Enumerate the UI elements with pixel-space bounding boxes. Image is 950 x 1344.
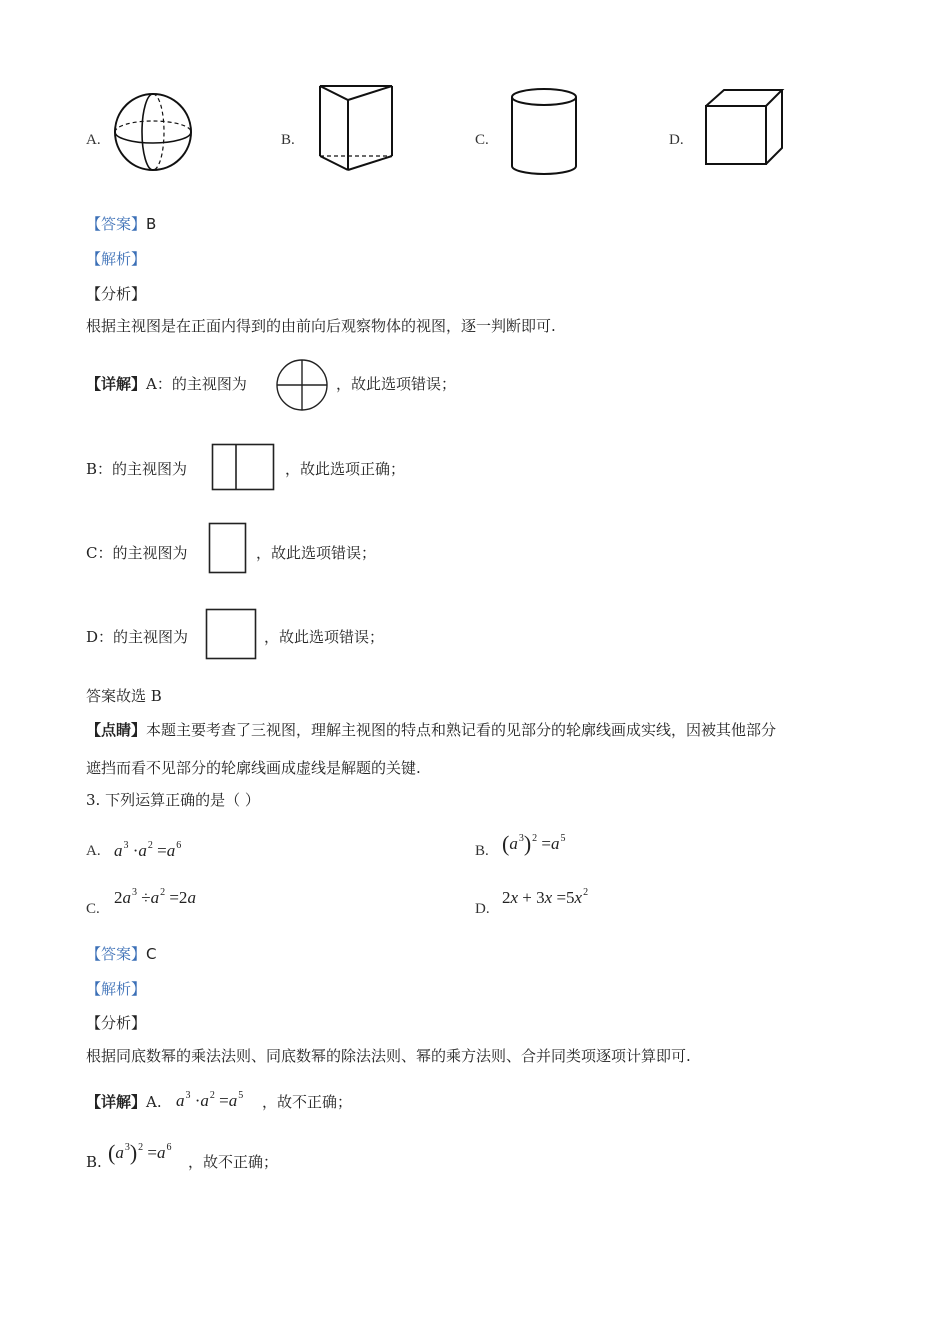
- q3-option-a-formula: $a^3 \cdot a^2 =a^6$: [114, 840, 182, 860]
- square-front-view-icon: [205, 608, 257, 660]
- q3-answer-line: [86, 944, 157, 964]
- q3-option-d-formula: $2x + 3x =5x^2$: [502, 887, 589, 907]
- q3-detail-tag: 【详解】: [86, 1093, 147, 1111]
- q3-answer-value: C: [146, 945, 157, 963]
- tall-rectangle-front-view-icon: [208, 522, 248, 574]
- detail-a-suffix: ，故此选项错误；: [336, 375, 457, 393]
- detail-c-prefix: C：的主视图为: [86, 544, 188, 562]
- q3-stem: 3. 下列运算正确的是（ ）: [86, 791, 260, 809]
- conclusion: 答案故选 B: [86, 687, 162, 705]
- q3-option-b-formula: $(a^3)^2 =a^5$: [502, 831, 566, 856]
- q3-answer-tag: 【答案】: [86, 945, 147, 963]
- dianjing-line-1: [86, 720, 776, 740]
- fenxi-text: 根据主视图是在正面内得到的由前向后观察物体的视图，逐一判断即可.: [86, 317, 556, 335]
- q3-option-a-label: A.: [86, 843, 101, 859]
- detail-a-line: [86, 374, 247, 394]
- detail-d-prefix: D：的主视图为: [86, 628, 189, 646]
- option-a-label: A.: [86, 132, 101, 148]
- q3-detail-b-suffix: ，故不正确；: [188, 1153, 279, 1171]
- option-c-label: C.: [475, 132, 489, 148]
- detail-tag: 【详解】: [86, 375, 147, 393]
- q3-detail-a-suffix: ，故不正确；: [262, 1093, 353, 1111]
- answer-tag: 【答案】: [86, 215, 147, 233]
- dianjing-tag: 【点睛】: [86, 721, 147, 739]
- dianjing-text-1: 本题主要考查了三视图，理解主视图的特点和熟记看的见部分的轮廓线画成实线，因被其他部分: [146, 721, 777, 739]
- q2-answer-line: [86, 214, 156, 234]
- q3-detail-a-line: [86, 1092, 162, 1112]
- q3-fenxi-tag: 【分析】: [86, 1014, 147, 1032]
- triangular-prism-icon: [316, 84, 396, 174]
- detail-d-suffix: ，故此选项错误；: [264, 628, 385, 646]
- fenxi-tag: 【分析】: [86, 285, 147, 303]
- rectangle-split-front-view-icon: [211, 443, 275, 491]
- q3-fenxi-text: 根据同底数幂的乘法法则、同底数幂的除法法则、幂的乘方法则、合并同类项逐项计算即可.: [86, 1047, 691, 1065]
- option-d-label: D.: [669, 132, 684, 148]
- sphere-icon: [110, 92, 200, 174]
- q3-analysis-tag: 【解析】: [86, 980, 147, 998]
- q3-detail-b-formula: $(a^3)^2 =a^6$: [108, 1140, 172, 1165]
- analysis-tag: 【解析】: [86, 250, 147, 268]
- cube-icon: [702, 86, 786, 168]
- dianjing-line-2: 遮挡而看不见部分的轮廓线画成虚线是解题的关键.: [86, 759, 421, 777]
- q3-option-d-label: D.: [475, 901, 490, 917]
- detail-c-suffix: ，故此选项错误；: [256, 544, 377, 562]
- q3-option-c-label: C.: [86, 901, 100, 917]
- cylinder-icon: [508, 86, 580, 178]
- q3-detail-b-label: B.: [86, 1153, 102, 1171]
- option-b-label: B.: [281, 132, 295, 148]
- q3-detail-a-label: A.: [146, 1093, 162, 1111]
- q3-detail-a-formula: $a^3 \cdot a^2 =a^5$: [176, 1090, 244, 1110]
- detail-a-prefix: A：的主视图为: [146, 375, 247, 393]
- q3-option-c-formula: $2a^3 \div a^2 =2a$: [114, 887, 196, 907]
- circle-front-view-icon: [275, 358, 329, 412]
- detail-b-suffix: ，故此选项正确；: [285, 460, 406, 478]
- answer-value: B: [146, 215, 157, 233]
- detail-b-prefix: B：的主视图为: [86, 460, 188, 478]
- q3-option-b-label: B.: [475, 843, 489, 859]
